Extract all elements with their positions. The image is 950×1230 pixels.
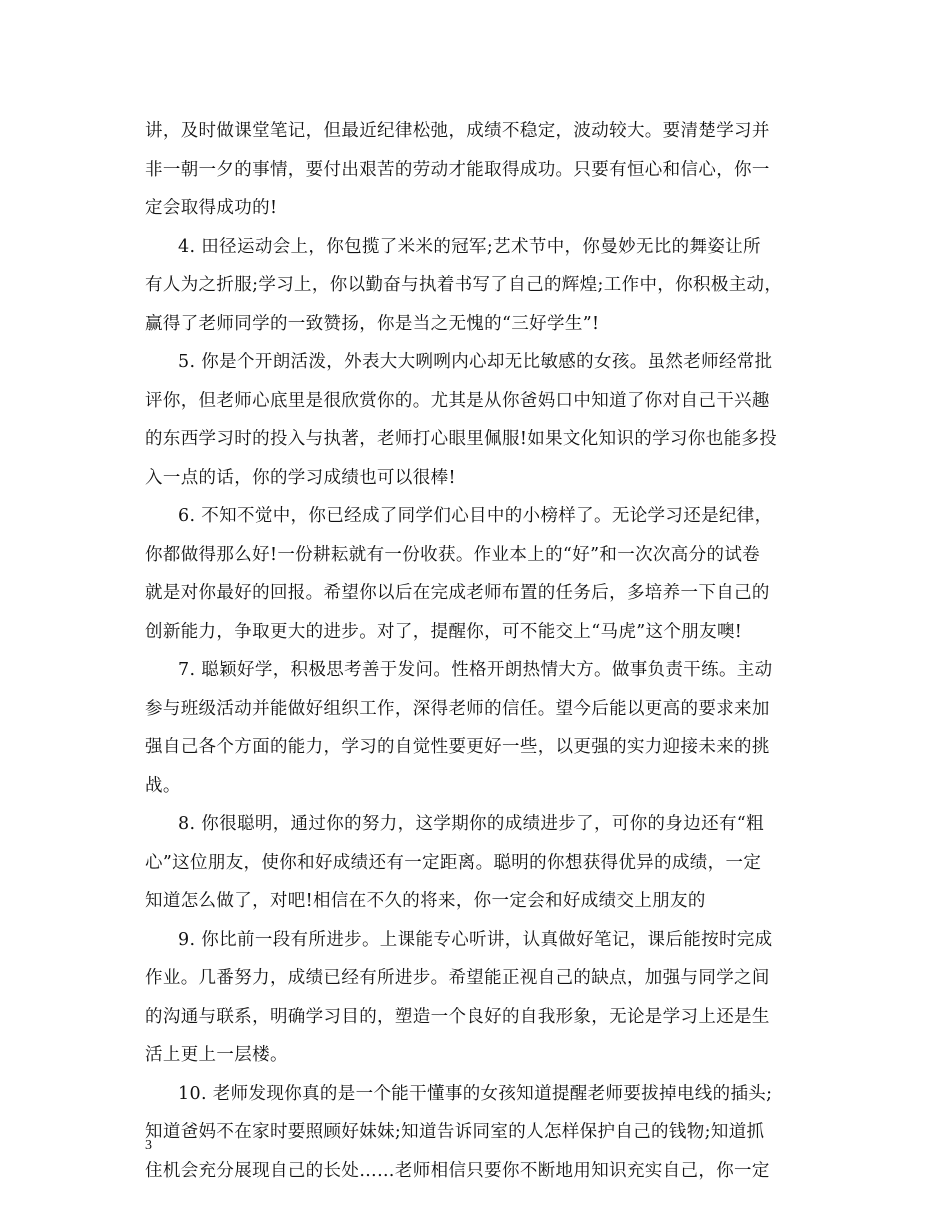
text-line: 6. 不知不觉中，你已经成了同学们心目中的小榜样了。无论学习还是纪律，	[178, 506, 773, 526]
text-line: 就是对你最好的回报。希望你以后在完成老师布置的任务后，多培养一下自己的	[145, 583, 770, 603]
text-line: 10. 老师发现你真的是一个能干懂事的女孩知道提醒老师要拔掉电线的插头;	[178, 1083, 773, 1104]
text-line: 你都做得那么好!一份耕耘就有一份收获。作业本上的“好”和一次次高分的试卷	[145, 544, 761, 565]
text-line: 住机会充分展现自己的长处……老师相信只要你不断地用知识充实自己，你一定	[145, 1160, 770, 1181]
text-line: 作业。几番努力，成绩已经有所进步。希望能正视自己的缺点，加强与同学之间	[145, 968, 770, 988]
text-line: 战。	[145, 775, 181, 796]
text-line: 的东西学习时的投入与执著，老师打心眼里佩服!如果文化知识的学习你也能多投	[145, 429, 778, 449]
text-line: 知道怎么做了，对吧!相信在不久的将来，你一定会和好成绩交上朋友的	[145, 891, 706, 911]
text-line: 赢得了老师同学的一致赞扬，你是当之无愧的“三好学生”!	[145, 313, 600, 334]
text-line: 9. 你比前一段有所进步。上课能专心听讲，认真做好笔记，课后能按时完成	[178, 929, 773, 950]
text-line: 创新能力，争取更大的进步。对了，提醒你，可不能交上“马虎”这个朋友噢!	[145, 621, 743, 642]
text-line: 心”这位朋友，使你和好成绩还有一定距离。聪明的你想获得优异的成绩，一定	[145, 852, 762, 873]
text-line: 7. 聪颖好学，积极思考善于发问。性格开朗热情大方。做事负责干练。主动	[178, 660, 773, 680]
text-line: 8. 你很聪明，通过你的努力，这学期你的成绩进步了，可你的身边还有“粗	[178, 814, 764, 834]
page-number: 3	[145, 1138, 152, 1153]
text-line: 知道爸妈不在家时要照顾好妹妹;知道告诉同室的人怎样保护自己的钱物;知道抓	[145, 1122, 765, 1142]
text-line: 参与班级活动并能做好组织工作，深得老师的信任。望今后能以更高的要求来加	[145, 698, 770, 719]
text-line: 定会取得成功的!	[145, 198, 278, 218]
text-line: 非一朝一夕的事情，要付出艰苦的劳动才能取得成功。只要有恒心和信心，你一	[145, 159, 770, 180]
text-line: 讲，及时做课堂笔记，但最近纪律松弛，成绩不稳定，波动较大。要清楚学习并	[145, 121, 770, 141]
text-line: 4. 田径运动会上，你包揽了米米的冠军;艺术节中，你曼妙无比的舞姿让所	[178, 236, 761, 257]
text-line: 的沟通与联系，明确学习目的，塑造一个良好的自我形象，无论是学习上还是生	[145, 1006, 770, 1027]
text-line: 强自己各个方面的能力，学习的自觉性要更好一些，以更强的实力迎接未来的挑	[145, 737, 770, 757]
text-line: 5. 你是个开朗活泼，外表大大咧咧内心却无比敏感的女孩。虽然老师经常批	[178, 352, 773, 372]
text-line: 评你，但老师心底里是很欣赏你的。尤其是从你爸妈口中知道了你对自己干兴趣	[145, 390, 770, 411]
text-line: 有人为之折服;学习上，你以勤奋与执着书写了自己的辉煌;工作中，你积极主动，	[145, 275, 783, 295]
text-line: 入一点的话，你的学习成绩也可以很棒!	[145, 467, 456, 488]
text-line: 活上更上一层楼。	[145, 1045, 288, 1065]
document-body	[145, 112, 810, 1190]
